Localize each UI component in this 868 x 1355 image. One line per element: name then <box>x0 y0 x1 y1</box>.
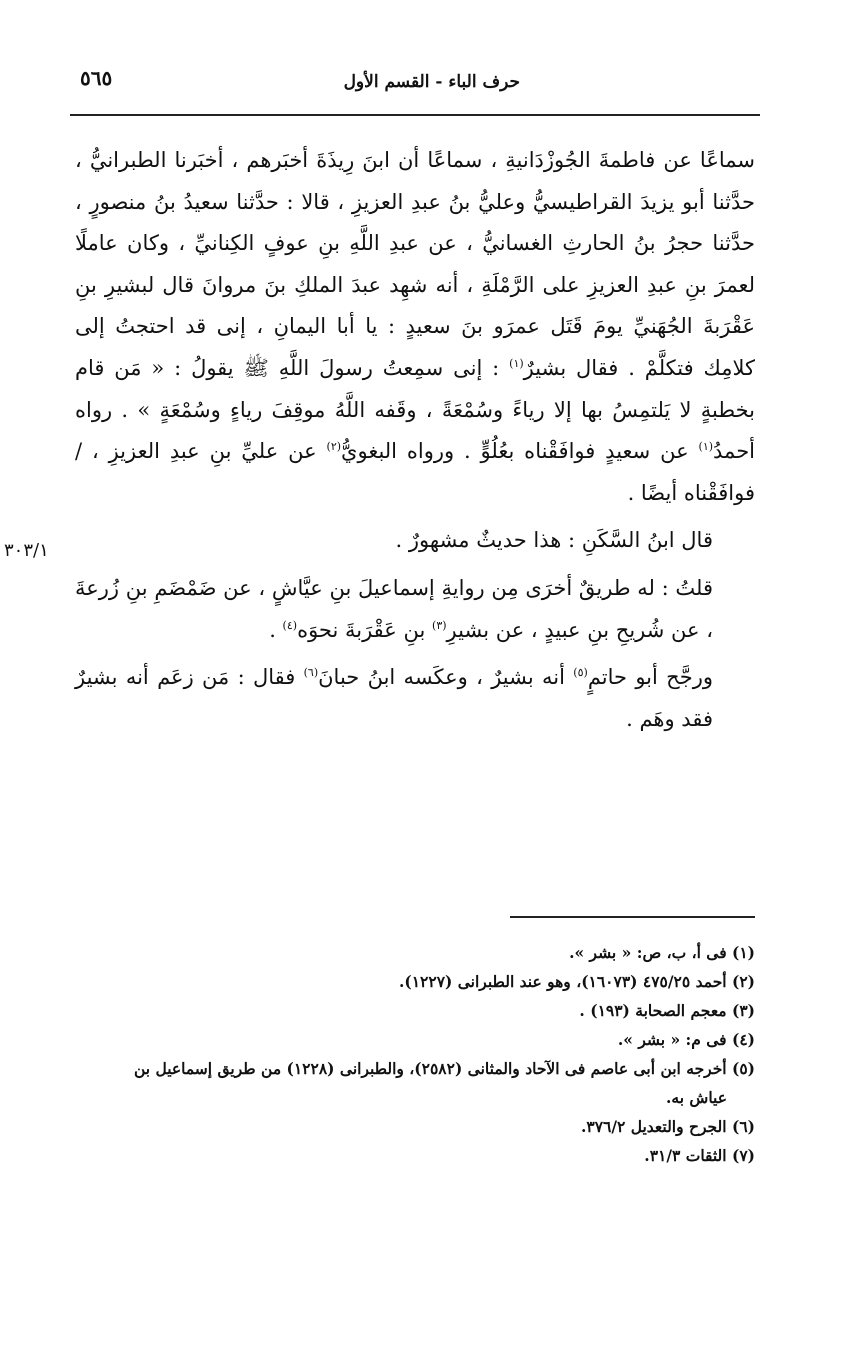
footnote-3: (٣) معجم الصحابة (١٩٣) . <box>579 1001 755 1020</box>
footnote-ref: (٢) <box>326 440 342 454</box>
footnote-ref: (٤) <box>282 618 298 632</box>
header-rule <box>70 114 760 116</box>
paragraph-4 <box>75 657 755 740</box>
footnote-ref: (٦) <box>303 666 319 680</box>
header-title: حرف الباء - القسم الأول <box>343 72 520 92</box>
footnote-ref: (١) <box>698 440 714 454</box>
text-run: . <box>269 617 283 642</box>
page-number: ٥٦٥ <box>80 66 113 90</box>
footnote-ref: (٥) <box>573 666 588 680</box>
margin-reference: ٣٠٣/١ <box>4 540 49 561</box>
text-run: : إنى سمِعتُ رسولَ اللَّهِ ﷺ يقولُ : « مَن قام بخطبةٍ لا يَلتمِسُ بها إلا رياءً وسُمْعَةً ، وقَفه اللَّهُ موقِفَ رياءٍ وسُمْعَةٍ » . رواه أحمدُ <box>75 355 756 464</box>
footnote-ref: (١) <box>509 356 524 370</box>
running-header <box>70 66 760 106</box>
footnote-7: (٧) الثقات ٣١/٣. <box>644 1146 755 1165</box>
text-run: بنِ عَقْرَبةَ نحوَه <box>297 617 433 642</box>
text-run: سماعًا عن فاطمةَ الجُوزْدَانيةِ ، سماعًا أن ابنَ رِيذَةَ أخبَرهم ، أخبَرنا الطبرانيُّ ، حدَّثنا أبو يزيدَ القراطيسيُّ وعليُّ بنُ عبدِ العزيزِ ، قالا : حدَّثنا سعيدُ بنُ منصورٍ ، حدَّثنا حجرُ بنُ الحارثِ الغسانيُّ ، عن عبدِ اللَّهِ بنِ عوفٍ الكِنانيِّ ، وكان عاملًا لعمرَ بنِ عبدِ العزيزِ على الرَّمْلَةِ ، أنه شهِد عبدَ الملكِ بنَ مروانَ قال لبشيرِ بنِ عَقْرَبةَ الجُهَنيِّ يومَ قَتَل عمرَو بنَ سعيدٍ : يا أبا اليمانِ ، إنى قد احتجتُ إلى كلامِك فتكلَّمْ . فقال بشيرٌ <box>75 148 756 380</box>
text-run: أنه بشيرٌ ، وعكَسه ابنُ حبانَ <box>318 665 574 690</box>
footnote-1: (١) فى أ، ب، ص: « بشر ». <box>569 943 755 962</box>
paragraph-2: قال ابنُ السَّكَنِ : هذا حديثٌ مشهورٌ . <box>395 528 713 553</box>
footnote-ref: (٣) <box>432 618 447 632</box>
paragraph-3 <box>75 568 755 651</box>
text-run: ورجَّح أبو حاتمٍ <box>587 665 713 690</box>
footnote-2: (٢) أحمد ٤٧٥/٢٥ (١٦٠٧٣)، وهو عند الطبرانى (١٢٢٧). <box>398 972 755 991</box>
footnote-6: (٦) الجرح والتعديل ٣٧٦/٢. <box>580 1117 755 1136</box>
text-run: عن عليِّ بنِ عبدِ العزيزِ ، /فوافَقْناه أيضًا . <box>75 439 755 505</box>
text-run: فقال : مَن زعَم أنه بشيرٌ فقد وهَم . <box>75 665 713 731</box>
paragraph-1 <box>75 140 755 514</box>
text-run: قلتُ : له طريقٌ أخرَى مِن روايةِ إسماعيلَ بنِ عيَّاشٍ ، عن ضَمْضَمِ بنِ زُرعةَ ، عن شُريحِ بنِ عبيدٍ ، عن بشيرِ <box>75 575 713 642</box>
text-run: عن سعيدٍ فوافَقْناه بعُلُوٍّ . ورواه البغويُّ <box>341 439 699 464</box>
footnote-5: (٥) أخرجه ابن أبى عاصم فى الآحاد والمثانى (٢٥٨٢)، والطبرانى (١٢٢٨) من طريق إسماعيل بن <box>133 1059 755 1078</box>
footnotes <box>55 938 755 1170</box>
footnote-4: (٤) فى م: « بشر ». <box>617 1030 755 1049</box>
footnote-rule <box>510 916 755 918</box>
main-text <box>75 140 755 740</box>
footnote-5-continuation: عياش به. <box>666 1088 727 1107</box>
